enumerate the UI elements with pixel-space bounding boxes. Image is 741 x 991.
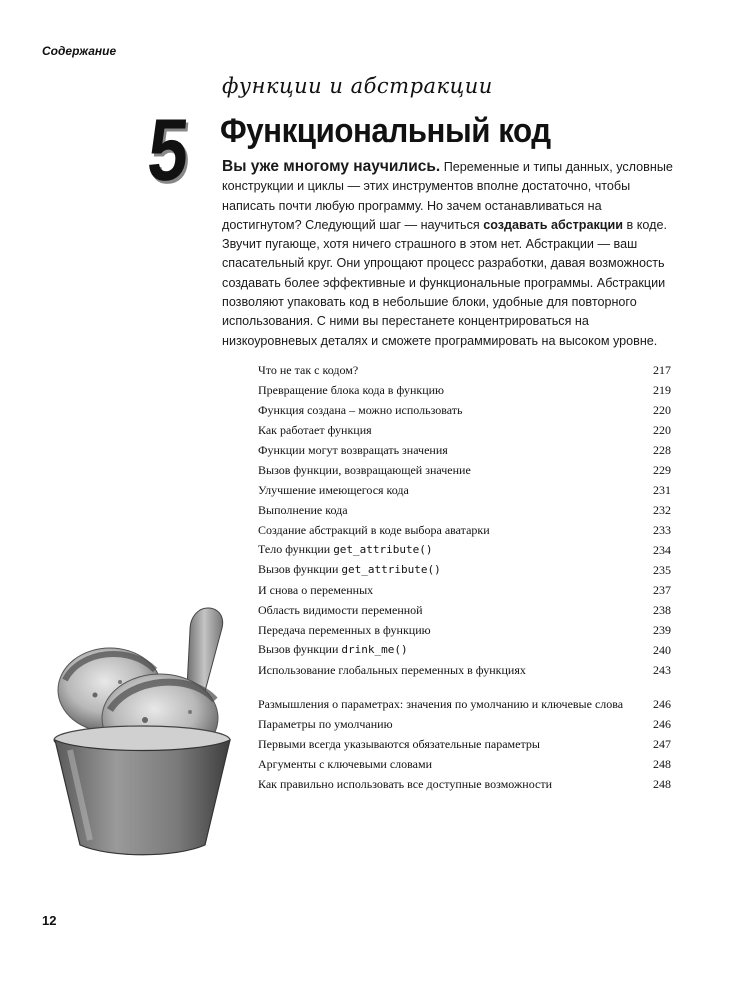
toc-entry-page: 219 bbox=[653, 383, 671, 397]
toc-entry-page: 240 bbox=[653, 643, 671, 657]
toc-entry-page: 234 bbox=[653, 543, 671, 557]
toc-entry[interactable] bbox=[258, 771, 671, 791]
toc-entry-page: 229 bbox=[653, 463, 671, 477]
toc-entry-page: 231 bbox=[653, 483, 671, 497]
chapter-title: Функциональный код bbox=[220, 112, 551, 150]
toc-entry[interactable] bbox=[258, 357, 671, 377]
toc-entry[interactable] bbox=[258, 617, 671, 637]
toc-entry-title: Функции могут возвращать значения bbox=[258, 443, 448, 457]
toc-entry-code: get_attribute() bbox=[341, 563, 441, 576]
toc-entry-page: 228 bbox=[653, 443, 671, 457]
toc-entry-title: Превращение блока кода в функцию bbox=[258, 383, 444, 397]
toc-entry-page: 248 bbox=[653, 777, 671, 791]
intro-text-1: Переменные и типы данных, условные конструкции и циклы — этих инструментов вполне достаточно, чтобы написать почти любую программу. Но зачем останавливаться на достигнутом? Следующий шаг — научиться bbox=[222, 160, 673, 232]
toc-entry-title: Область видимости переменной bbox=[258, 603, 423, 617]
toc-entry-title: Первыми всегда указываются обязательные параметры bbox=[258, 737, 540, 751]
chapter-number: 5 bbox=[143, 100, 193, 199]
section-label: Содержание bbox=[42, 44, 117, 58]
toc-entry[interactable] bbox=[258, 457, 671, 477]
toc-entry[interactable] bbox=[258, 597, 671, 617]
toc-entry-title: Размышления о параметрах: значения по умолчанию и ключевые слова bbox=[258, 697, 624, 711]
toc-entry[interactable] bbox=[258, 477, 671, 497]
toc-entry[interactable] bbox=[258, 711, 671, 731]
toc-entry-page: 235 bbox=[653, 563, 671, 577]
toc-entry-title-text: Тело функции bbox=[258, 542, 334, 556]
intro-bold: создавать абстракции bbox=[483, 217, 624, 232]
toc-entry[interactable] bbox=[258, 657, 671, 677]
toc-entry[interactable] bbox=[258, 751, 671, 771]
page-number: 12 bbox=[42, 913, 57, 928]
toc-entry[interactable] bbox=[258, 497, 671, 517]
toc-entry[interactable] bbox=[258, 377, 671, 397]
toc-entry-page: 220 bbox=[653, 423, 671, 437]
toc-entry-page: 220 bbox=[653, 403, 671, 417]
toc-entry-title: Создание абстракций в коде выбора аватарки bbox=[258, 523, 490, 537]
intro-text-2: в коде. Звучит пугающе, хотя ничего страшного в этом нет. Абстракции — ваш спасательный круг. Они упрощают процесс разработки, давая возможность создавать более эффективные и функциональные программы. Абстракции позволяют упаковать код в небольшие блоки, удобные для повторного использования. С ними вы перестанете концентрироваться на низкоуровневых деталях и сможете программировать на высоком уровне. bbox=[222, 217, 667, 348]
toc-entry-title: Параметры по умолчанию bbox=[258, 717, 393, 731]
toc-entry[interactable] bbox=[258, 417, 671, 437]
toc-entry[interactable] bbox=[258, 557, 671, 577]
toc-entry-title: Вызов функции, возвращающей значение bbox=[258, 463, 471, 477]
toc-entry-title: Как работает функция bbox=[258, 423, 372, 437]
toc-entry[interactable] bbox=[258, 731, 671, 751]
toc-entry-code: get_attribute() bbox=[333, 543, 433, 556]
toc-entry[interactable] bbox=[258, 437, 671, 457]
toc-entry-title: Аргументы с ключевыми словами bbox=[258, 757, 432, 771]
toc-entry-title: И снова о переменных bbox=[258, 583, 374, 597]
table-of-contents bbox=[258, 357, 671, 791]
toc-entry[interactable] bbox=[258, 637, 671, 657]
toc-entry-title bbox=[258, 562, 641, 577]
toc-entry-title bbox=[258, 642, 641, 657]
toc-entry-title: Выполнение кода bbox=[258, 503, 348, 517]
toc-entry-page: 232 bbox=[653, 503, 671, 517]
toc-entry[interactable] bbox=[258, 517, 671, 537]
toc-entry[interactable] bbox=[258, 677, 671, 711]
toc-entry-title: Что не так с кодом? bbox=[258, 363, 359, 377]
toc-entry-page: 237 bbox=[653, 583, 671, 597]
toc-entry-title: Улучшение имеющегося кода bbox=[258, 483, 409, 497]
toc-entry-page: 246 bbox=[653, 697, 671, 711]
toc-entry[interactable] bbox=[258, 537, 671, 557]
toc-entry-page: 217 bbox=[653, 363, 671, 377]
toc-entry-title bbox=[258, 542, 641, 557]
toc-entry-title-text: Вызов функции bbox=[258, 642, 342, 656]
toc-entry-page: 247 bbox=[653, 737, 671, 751]
toc-entry-title-text: Вызов функции bbox=[258, 562, 342, 576]
toc-entry[interactable] bbox=[258, 397, 671, 417]
toc-entry-title: Использование глобальных переменных в функциях bbox=[258, 663, 526, 677]
toc-entry-title: Функция создана – можно использовать bbox=[258, 403, 463, 417]
toc-entry-page: 248 bbox=[653, 757, 671, 771]
toc-entry-title: Передача переменных в функцию bbox=[258, 623, 431, 637]
intro-lead: Вы уже многому научились. bbox=[222, 158, 441, 175]
toc-entry-page: 239 bbox=[653, 623, 671, 637]
toc-entry-title: Как правильно использовать все доступные возможности bbox=[258, 777, 552, 791]
toc-entry-page: 238 bbox=[653, 603, 671, 617]
toc-entry[interactable] bbox=[258, 577, 671, 597]
toc-entry-page: 246 bbox=[653, 717, 671, 731]
toc-entry-page: 233 bbox=[653, 523, 671, 537]
toc-entry-page: 243 bbox=[653, 663, 671, 677]
chapter-subtitle: функции и абстракции bbox=[222, 74, 493, 98]
ice-cream-cup-illustration bbox=[50, 600, 235, 860]
chapter-intro bbox=[222, 157, 677, 351]
toc-entry-code: drink_me() bbox=[341, 643, 408, 656]
